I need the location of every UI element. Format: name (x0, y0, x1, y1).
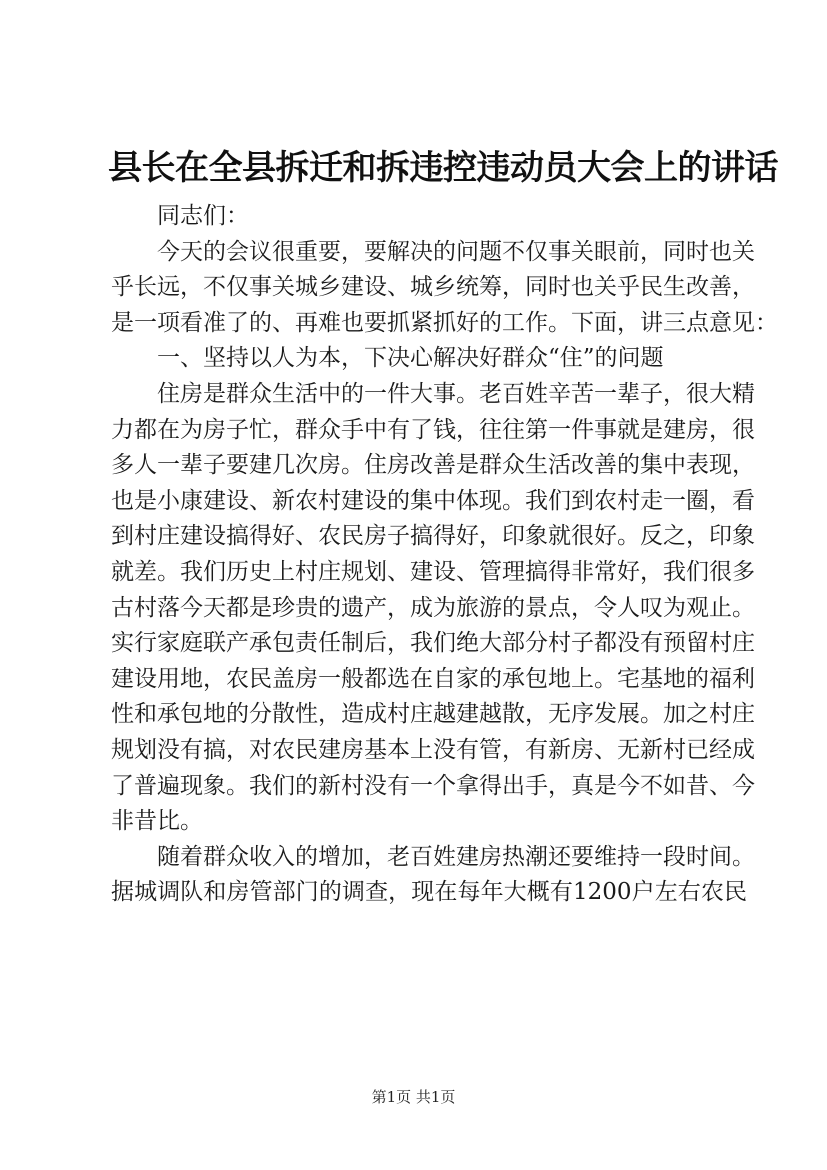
text-line: 实行家庭联产承包责任制后，我们绝大部分村子都没有预留村庄 (111, 630, 755, 657)
text-line: 古村落今天都是珍贵的遗产，成为旅游的景点，令人叹为观止。 (111, 594, 755, 621)
text-line: 随着群众收入的增加，老百姓建房热潮还要维持一段时间。 (157, 843, 755, 870)
text-line: 也是小康建设、新农村建设的集中体现。我们到农村走一圈，看 (111, 487, 755, 514)
text-line: 是一项看准了的、再难也要抓紧抓好的工作。下面，讲三点意见： (111, 309, 778, 336)
text-line: 了普遍现象。我们的新村没有一个拿得出手，真是今不如昔、今 (111, 772, 755, 799)
text-line: 非昔比。 (111, 808, 203, 835)
page-number: 第1页 共1页 (371, 1088, 456, 1106)
salutation-line: 同志们： (157, 203, 249, 229)
document-title: 县长在全县拆迁和拆违控违动员大会上的讲话 (108, 148, 778, 188)
section-heading: 一、坚持以人为本，下决心解决好群众“住”的问题 (157, 345, 664, 372)
text-line: 多人一辈子要建几次房。住房改善是群众生活改善的集中表现， (111, 452, 755, 479)
text-line: 据城调队和房管部门的调查，现在每年大概有1200户左右农民 (111, 879, 747, 906)
text-line: 今天的会议很重要，要解决的问题不仅事关眼前，同时也关 (157, 238, 755, 265)
text-line: 建设用地，农民盖房一般都选在自家的承包地上。宅基地的福利 (111, 665, 755, 692)
text-line: 性和承包地的分散性，造成村庄越建越散，无序发展。加之村庄 (111, 701, 755, 728)
text-line: 到村庄建设搞得好、农民房子搞得好，印象就很好。反之，印象 (111, 523, 755, 550)
text-line: 乎长远，不仅事关城乡建设、城乡统筹，同时也关乎民生改善， (111, 274, 755, 301)
text-line: 就差。我们历史上村庄规划、建设、管理搞得非常好，我们很多 (111, 558, 755, 585)
document-body (111, 199, 778, 911)
text-line: 规划没有搞，对农民建房基本上没有管，有新房、无新村已经成 (111, 736, 755, 763)
text-line: 力都在为房子忙，群众手中有了钱，往往第一件事就是建房，很 (111, 416, 755, 443)
text-line: 住房是群众生活中的一件大事。老百姓辛苦一辈子，很大精 (157, 380, 755, 407)
